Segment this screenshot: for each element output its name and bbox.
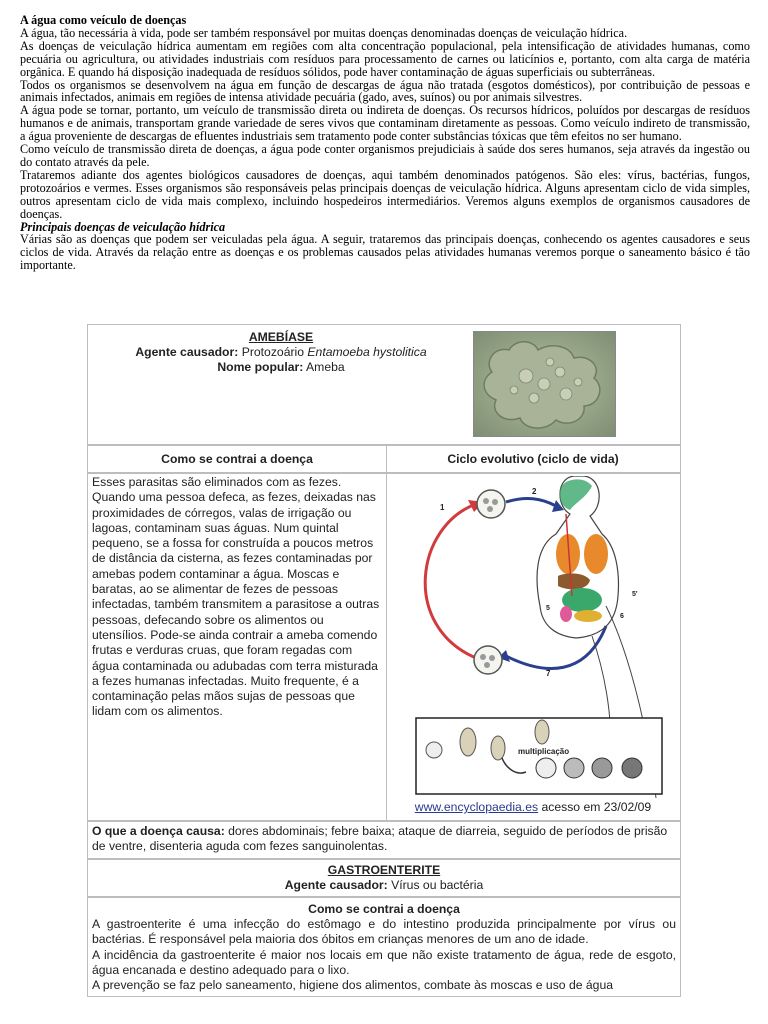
agent-value: Protozoário — [241, 345, 305, 359]
col-cycle-header: Ciclo evolutivo (ciclo de vida) — [447, 452, 619, 466]
popular-value: Ameba — [306, 360, 345, 374]
effects-text: dores abdominais; febre baixa; ataque de diarreia, seguido de períodos de prisão de ventre, disenteria aguda com fezes sanguinolentas. — [92, 824, 668, 854]
image-source — [388, 800, 678, 814]
paragraph-6: Trataremos adiante dos agentes biológicos causadores de doenças, aqui também denominados patógenos. São eles: vírus, bactérias, fungos, protozoários e vermes. Esses organismos são responsáveis pelas principais doenças de veiculação hídrica. Alguns apresentam ciclo de vida simples, outros apresentam ciclo de vida mais complexo, incluindo hospedeiros intermediários. Veremos alguns exemplos de organismos causadores de doenças. — [20, 167, 750, 221]
label-7: 7 — [546, 669, 551, 678]
label-5: 5 — [546, 605, 550, 612]
amebiase-title: AMEBÍASE — [248, 330, 314, 344]
article-title: A água como veículo de doenças — [20, 13, 187, 27]
gastro-how-title: Como se contrai a doença — [308, 902, 460, 916]
paragraph-3: Todos os organismos se desenvolvem na água em função de descargas de água não tratada (esgotos domésticos), por contribuição de pessoas e animais infectados, animais em regiões de intensa atividade pecuária (gado, aves, suínos) ou por animais silvestres. — [20, 77, 750, 105]
agent-label: Agente causador: — [135, 345, 239, 359]
gastro-header — [88, 863, 680, 893]
effects-label: O que a doença causa: — [92, 824, 225, 838]
gastro-agent — [88, 878, 680, 893]
popular-label: Nome popular: — [217, 360, 304, 374]
amebiase-popular — [88, 360, 474, 375]
amebiase-agent — [88, 345, 474, 360]
source-date: acesso em 23/02/09 — [538, 800, 652, 814]
multiplication-label: multiplicação — [518, 747, 570, 756]
label-2: 2 — [532, 487, 537, 496]
amebiase-how-text: Esses parasitas são eliminados com as fezes. Quando uma pessoa defeca, as fezes, deixadas nas proximidades de córregos, valas de irrigação ou lagoas, contaminam suas águas. Num quintal pequeno, se a fossa for construída a poucos metros de distância da cisterna, as fezes contaminadas por amebas podem contaminar a água. Moscas e baratas, ao se alimentar de fezes de pessoas infectadas, também transmitem a parasitose a outras pessoas, defecando sobre os alimentos ou utensílios. Pode-se ainda contrair a ameba comendo frutas e verduras cruas, que foram regadas com água contaminada ou adubadas com terra misturada a fezes humanas infectadas. Muito frequente, é a contaminação pelas mãos sujas de pessoas que lidam com os alimentos. — [92, 475, 380, 719]
paragraph-5: Como veículo de transmissão direta de doenças, a água pode conter organismos prejudiciais à saúde dos seres humanos, seja através da ingestão ou do contato através da pele. — [20, 142, 750, 169]
gastro-title: GASTROENTERITE — [327, 863, 441, 877]
amoeba-photo — [473, 331, 616, 437]
gastro-agent-label: Agente causador: — [284, 878, 388, 892]
label-6: 6 — [620, 613, 624, 620]
paragraph-4: A água pode se tornar, portanto, um veículo de transmissão direta ou indireta de doenças. Os recursos hídricos, poluídos por descargas de resíduos humanos e de animais, transportam grande variedade de seres vivos que contaminam diretamente as pessoas. Como veículo indireto de transmissão, a água proveniente de descargas de efluentes industriais sem tratamento pode conter substâncias tóxicas que têm efeitos no ser humano. — [20, 103, 750, 144]
amebiase-header — [88, 330, 474, 375]
paragraph-2: As doenças de veiculação hídrica aumentam em regiões com alta concentração populacional, pela intensificação de atividades humanas, como pecuária ou agricultura, ou atividades industriais com resíduos para processamento de carnes ou laticínios e, portanto, com alta carga de matéria orgânica. E quando há disposição inadequada de resíduos sólidos, pode haver contaminação de águas superficiais ou subterrâneas. — [20, 38, 750, 79]
cyst-bottom — [474, 646, 502, 674]
gastro-line-2: A incidência da gastroenterite é maior nos locais em que não existe tratamento de água, rede de esgoto, água encanada e destino adequado para o lixo. — [92, 947, 676, 977]
paragraph-1: A água, tão necessária à vida, pode ser também responsável por muitas doenças denominadas doenças de veiculação hídrica. — [20, 25, 628, 40]
cyst-top — [477, 490, 505, 518]
amebiase-effects — [92, 824, 676, 855]
label-5-prime: 5' — [632, 591, 638, 598]
amoeba-life-cycle-diagram — [406, 476, 666, 798]
cycle-arrow-1 — [425, 504, 476, 658]
agent-species: Entamoeba hystolitica — [307, 345, 427, 359]
gastro-line-3: A prevenção se faz pelo saneamento, higiene dos alimentos, combate às moscas e uso de água — [92, 978, 614, 993]
cycle-arrow-2 — [506, 499, 556, 506]
source-link[interactable]: www.encyclopaedia.es — [414, 800, 539, 814]
liver — [558, 573, 590, 589]
gastro-line-1: A gastroenterite é uma infecção do estômago e do intestino produzida principalmente por vírus ou bactérias. É responsável pela maioria dos óbitos em crianças menores de um ano de idade. — [92, 917, 676, 947]
lung-right — [584, 534, 608, 574]
amoeba-image — [474, 332, 616, 437]
section-subtitle: Principais doenças de veiculação hídrica — [20, 219, 226, 234]
paragraph-7: Várias são as doenças que podem ser veiculadas pela água. A seguir, trataremos das principais doenças, conhecendo os agentes causadores e seus ciclos de vida. Através da relação entre as doenças e os problemas causados pelas atividades humanas veremos porque o saneamento básico é tão importante. — [20, 232, 750, 273]
col-how-header: Como se contrai a doença — [161, 452, 313, 466]
label-1: 1 — [440, 503, 445, 512]
gastro-agent-value: Vírus ou bactéria — [391, 878, 484, 892]
trophozoite-1 — [460, 728, 476, 756]
gastro-how-text — [92, 917, 676, 993]
